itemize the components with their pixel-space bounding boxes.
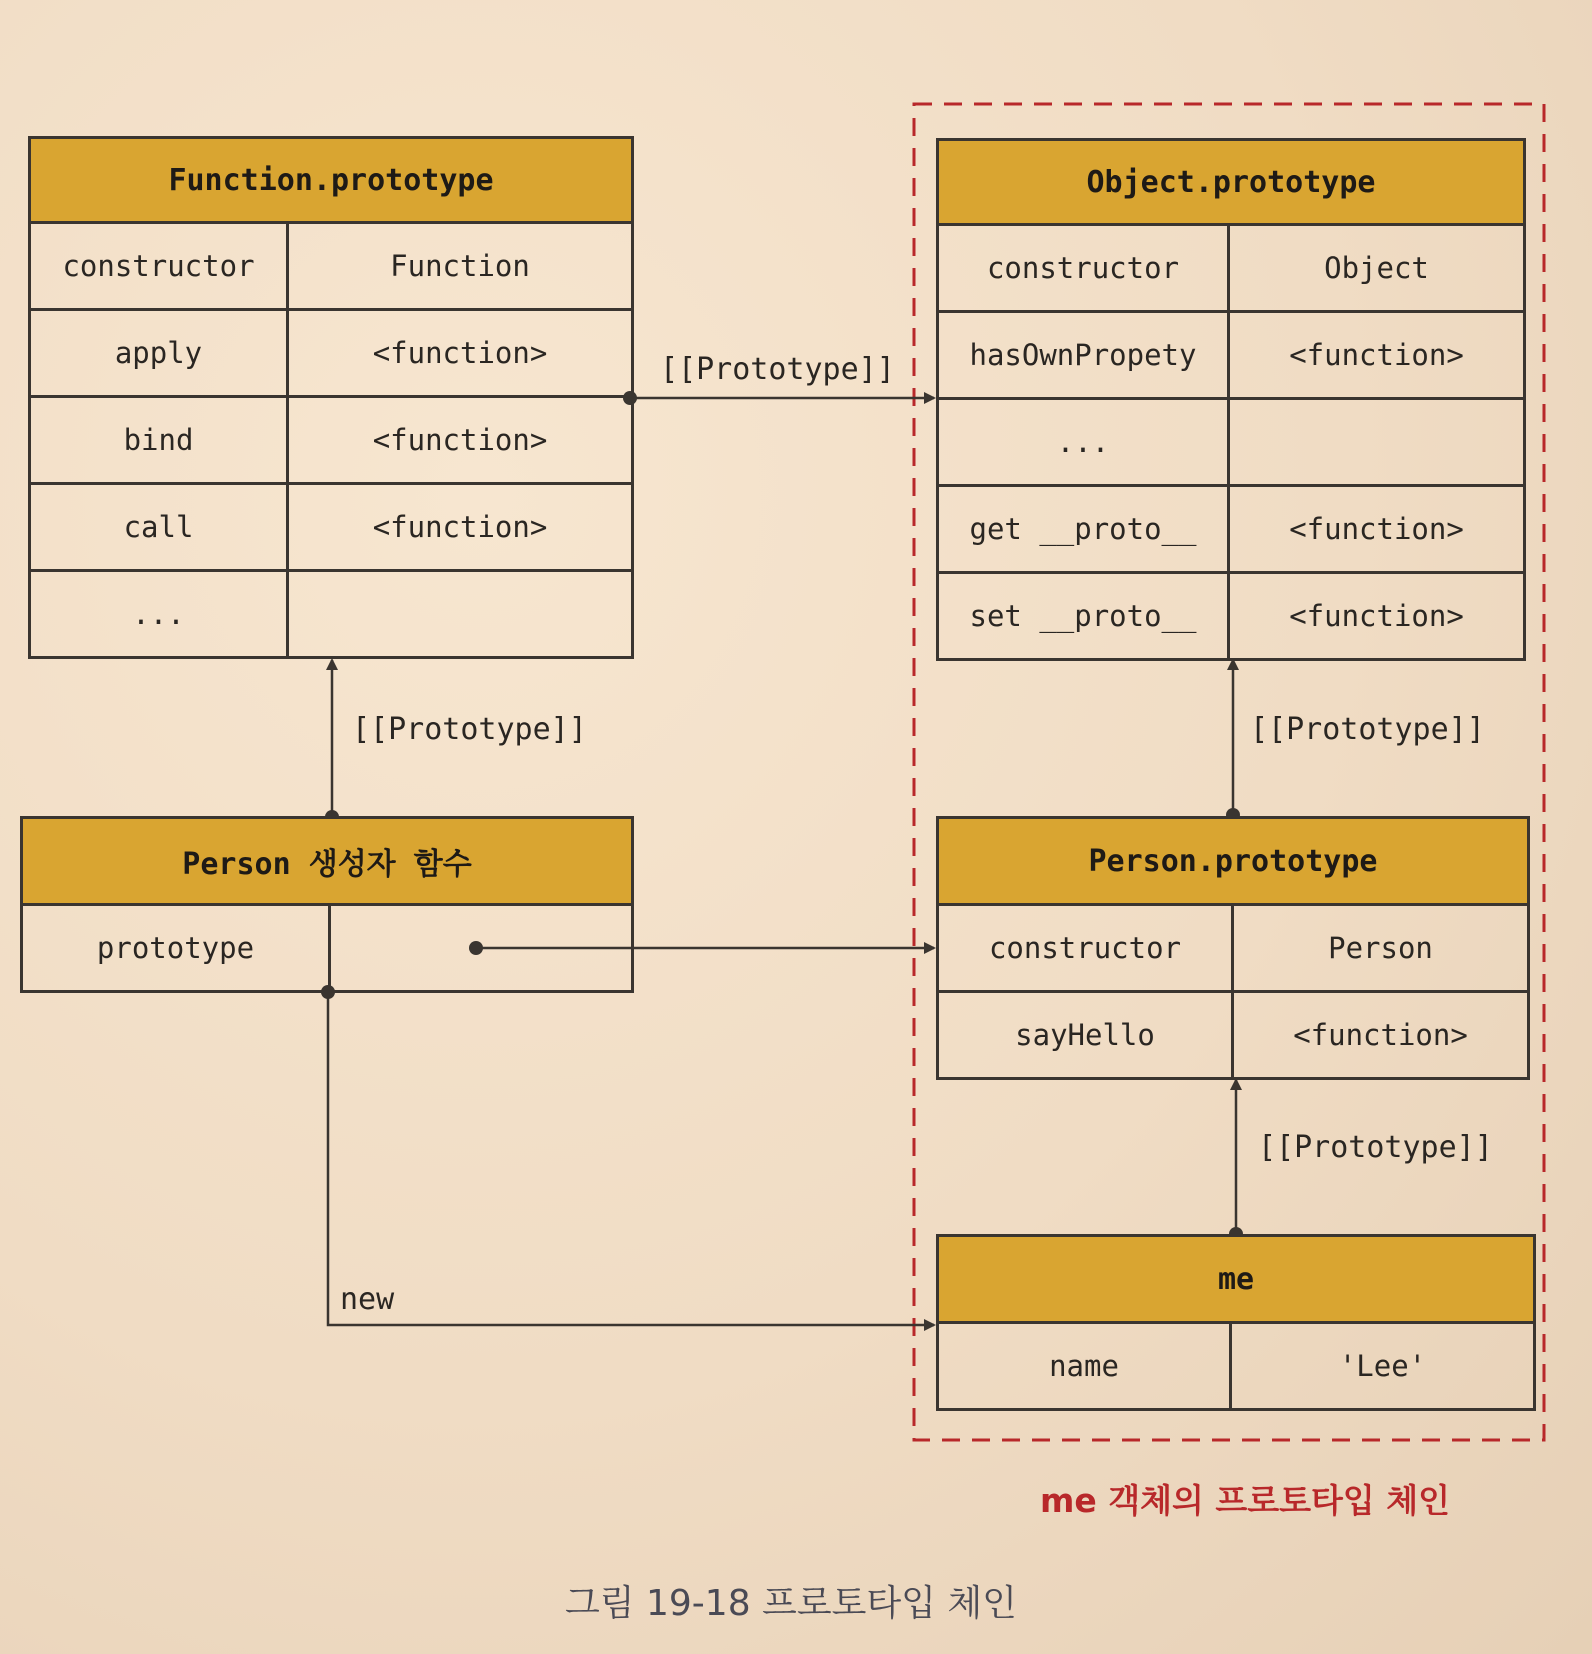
row-key: bind	[31, 398, 289, 482]
person-prototype-title: Person.prototype	[939, 819, 1527, 906]
row-value: <function>	[1293, 1018, 1468, 1052]
figure-caption: 그림 19-18 프로토타입 체인	[565, 1583, 1017, 1624]
link-label-fn-to-object: [[Prototype]]	[660, 352, 895, 387]
link-label-me-to-person-proto: [[Prototype]]	[1258, 1130, 1493, 1165]
object-prototype-table	[936, 138, 1526, 661]
row-value: <function>	[1289, 599, 1464, 633]
link-label-new: new	[340, 1282, 395, 1317]
row-key: call	[31, 485, 289, 569]
table-row	[939, 226, 1523, 313]
table-row	[23, 906, 631, 990]
row-value: 'Lee'	[1338, 1349, 1427, 1383]
table-row	[31, 311, 631, 398]
link-new	[321, 985, 934, 1325]
object-prototype-title: Object.prototype	[939, 141, 1523, 226]
prototype-chain-caption: me 객체의 프로토타입 체인	[1040, 1481, 1451, 1520]
person-constructor-title: Person 생성자 함수	[23, 819, 631, 906]
table-row	[31, 572, 631, 656]
table-row	[31, 398, 631, 485]
row-value: Function	[390, 249, 530, 283]
link-label-person-proto-to-obj: [[Prototype]]	[1250, 712, 1485, 747]
link-person-ctor-to-fn	[325, 660, 339, 824]
function-prototype-table	[28, 136, 634, 659]
row-key: prototype	[23, 906, 331, 990]
function-prototype-title: Function.prototype	[31, 139, 631, 224]
table-row	[31, 224, 631, 311]
row-value	[1230, 400, 1523, 484]
row-key: sayHello	[939, 993, 1234, 1077]
row-key: constructor	[939, 226, 1230, 310]
row-key: constructor	[31, 224, 289, 308]
row-key: name	[939, 1324, 1232, 1408]
table-row	[939, 487, 1523, 574]
row-key: apply	[31, 311, 289, 395]
table-row	[939, 906, 1527, 993]
row-value: <function>	[372, 336, 548, 370]
table-row	[31, 485, 631, 572]
row-key: get __proto__	[939, 487, 1230, 571]
row-key: constructor	[939, 906, 1234, 990]
row-value: <function>	[1289, 512, 1464, 546]
row-key: ...	[939, 400, 1230, 484]
link-person-proto-to-obj	[1226, 660, 1240, 822]
row-value: <function>	[1289, 338, 1464, 372]
row-key: ...	[31, 572, 289, 656]
person-prototype-table	[936, 816, 1530, 1080]
person-constructor-table	[20, 816, 634, 993]
row-value	[289, 572, 631, 656]
row-key: hasOwnPropety	[939, 313, 1230, 397]
row-value: <function>	[372, 510, 548, 544]
table-row	[939, 574, 1523, 658]
row-value: <function>	[372, 423, 548, 457]
table-row	[939, 1324, 1533, 1408]
table-row	[939, 993, 1527, 1077]
row-value: Person	[1328, 931, 1433, 965]
link-fn-to-object	[623, 391, 934, 405]
me-title: me	[939, 1237, 1533, 1324]
table-row	[939, 400, 1523, 487]
row-value	[331, 906, 631, 990]
me-object-table	[936, 1234, 1536, 1411]
link-me-to-person-proto	[1229, 1080, 1243, 1241]
table-row	[939, 313, 1523, 400]
row-key: set __proto__	[939, 574, 1230, 658]
row-value: Object	[1324, 251, 1429, 285]
link-label-person-ctor-to-fn: [[Prototype]]	[352, 712, 587, 747]
